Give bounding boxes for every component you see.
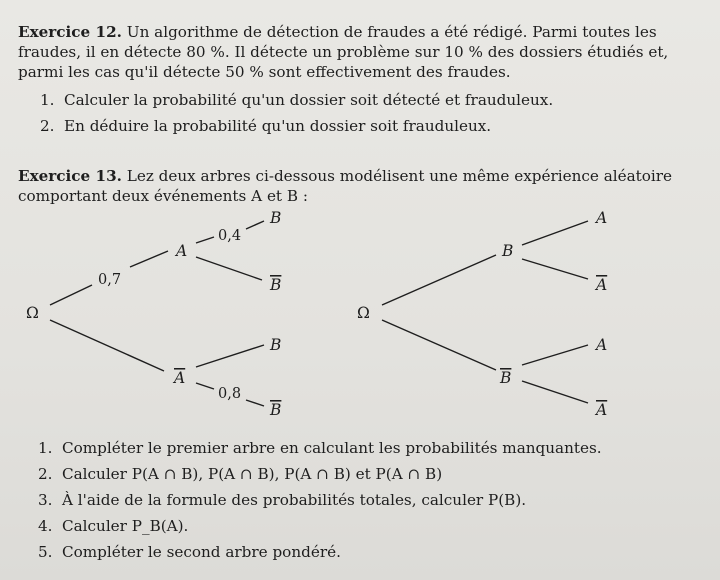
ex13-question-3-text: À l'aide de la formule des probabilités totales, calculer P(B). <box>62 491 527 509</box>
tree2-edge-omega-B <box>382 255 496 305</box>
exercise-13-statement <box>18 166 708 206</box>
tree1-node-notA: A <box>174 369 186 387</box>
tree2-edge-notB-notA <box>522 381 588 403</box>
tree1-edge-A-notB <box>196 257 262 280</box>
tree2-edge-notB-A <box>522 345 588 365</box>
ex13-question-1-text: Compléter le premier arbre en calculant les probabilités manquantes. <box>62 439 602 457</box>
ex13-question-1-number: 1. <box>38 439 53 457</box>
exercise-12-heading: Exercice 12. <box>18 23 122 41</box>
ex13-question-2-text: Calculer P(A ∩ B), P(A ∩ B), P(A ∩ B) et P(A ∩ B) <box>62 465 443 483</box>
tree1-leaf-notB-2: B <box>270 401 282 419</box>
tree1-edge-omega-A-part1 <box>50 285 92 305</box>
tree1-edge-notA-notB-part2 <box>246 400 264 406</box>
tree2-leaf-A-1: A <box>596 209 608 227</box>
tree2-leaf-notA-2: A <box>596 401 608 419</box>
tree2-edge-B-notA <box>522 259 588 279</box>
tree1-leaf-B-1: B <box>270 209 282 227</box>
ex12-question-2 <box>40 116 491 136</box>
ex13-question-2-number: 2. <box>38 465 53 483</box>
ex13-question-2 <box>38 464 442 484</box>
tree2-edge-omega-notB <box>382 320 496 370</box>
tree1-prob-A: 0,7 <box>98 272 122 288</box>
exercise-13-heading: Exercice 13. <box>18 167 122 185</box>
ex13-question-5-number: 5. <box>38 543 53 561</box>
tree2-root-omega: Ω <box>357 304 370 322</box>
tree1-edge-notA-notB-part1 <box>196 383 214 389</box>
ex13-question-1 <box>38 438 602 458</box>
ex12-question-1-text: Calculer la probabilité qu'un dossier soit détecté et frauduleux. <box>64 91 554 109</box>
tree2-node-notB: B <box>500 369 512 387</box>
ex13-question-5-text: Compléter le second arbre pondéré. <box>62 543 341 561</box>
tree1-edge-omega-notA <box>50 320 164 371</box>
tree1-prob-B-given-A: 0,4 <box>218 228 242 244</box>
exercise-13-text: Lez deux arbres ci-dessous modélisent une même expérience aléatoire comportant deux événements A et B : <box>18 167 673 205</box>
tree1-edge-A-B-part2 <box>246 221 264 229</box>
tree-2 <box>382 221 588 403</box>
ex13-question-3 <box>38 490 526 510</box>
tree1-edge-omega-A-part2 <box>130 251 168 267</box>
probability-trees <box>0 205 720 435</box>
tree-1 <box>50 221 264 406</box>
ex12-question-2-number: 2. <box>40 117 55 135</box>
ex13-question-4 <box>38 516 188 536</box>
ex12-question-1-number: 1. <box>40 91 55 109</box>
ex12-question-1 <box>40 90 553 110</box>
ex13-question-5 <box>38 542 341 562</box>
tree1-leaf-B-2: B <box>270 336 282 354</box>
tree2-leaf-A-2: A <box>596 336 608 354</box>
tree1-leaf-notB-1: B <box>270 276 282 294</box>
tree1-edge-A-B-part1 <box>196 237 214 243</box>
tree2-node-B: B <box>502 242 514 260</box>
tree2-edge-B-A <box>522 221 588 245</box>
ex13-question-4-text: Calculer P_B(A). <box>62 517 189 535</box>
ex13-question-3-number: 3. <box>38 491 53 509</box>
exercise-12-statement <box>18 22 708 82</box>
tree2-leaf-notA-1: A <box>596 276 608 294</box>
tree1-node-A: A <box>176 242 188 260</box>
ex13-question-4-number: 4. <box>38 517 53 535</box>
ex12-question-2-text: En déduire la probabilité qu'un dossier soit frauduleux. <box>64 117 492 135</box>
tree1-edge-notA-B <box>196 345 264 367</box>
tree1-root-omega: Ω <box>26 304 39 322</box>
tree1-prob-notB-given-notA: 0,8 <box>218 386 242 402</box>
exercise-12-text: Un algorithme de détection de fraudes a été rédigé. Parmi toutes les fraudes, il en détecte 80 %. Il détecte un problème sur 10 % des dossiers étudiés et, parmi les cas qu'il détecte 50 % sont effectivement des fraudes. <box>18 23 669 81</box>
